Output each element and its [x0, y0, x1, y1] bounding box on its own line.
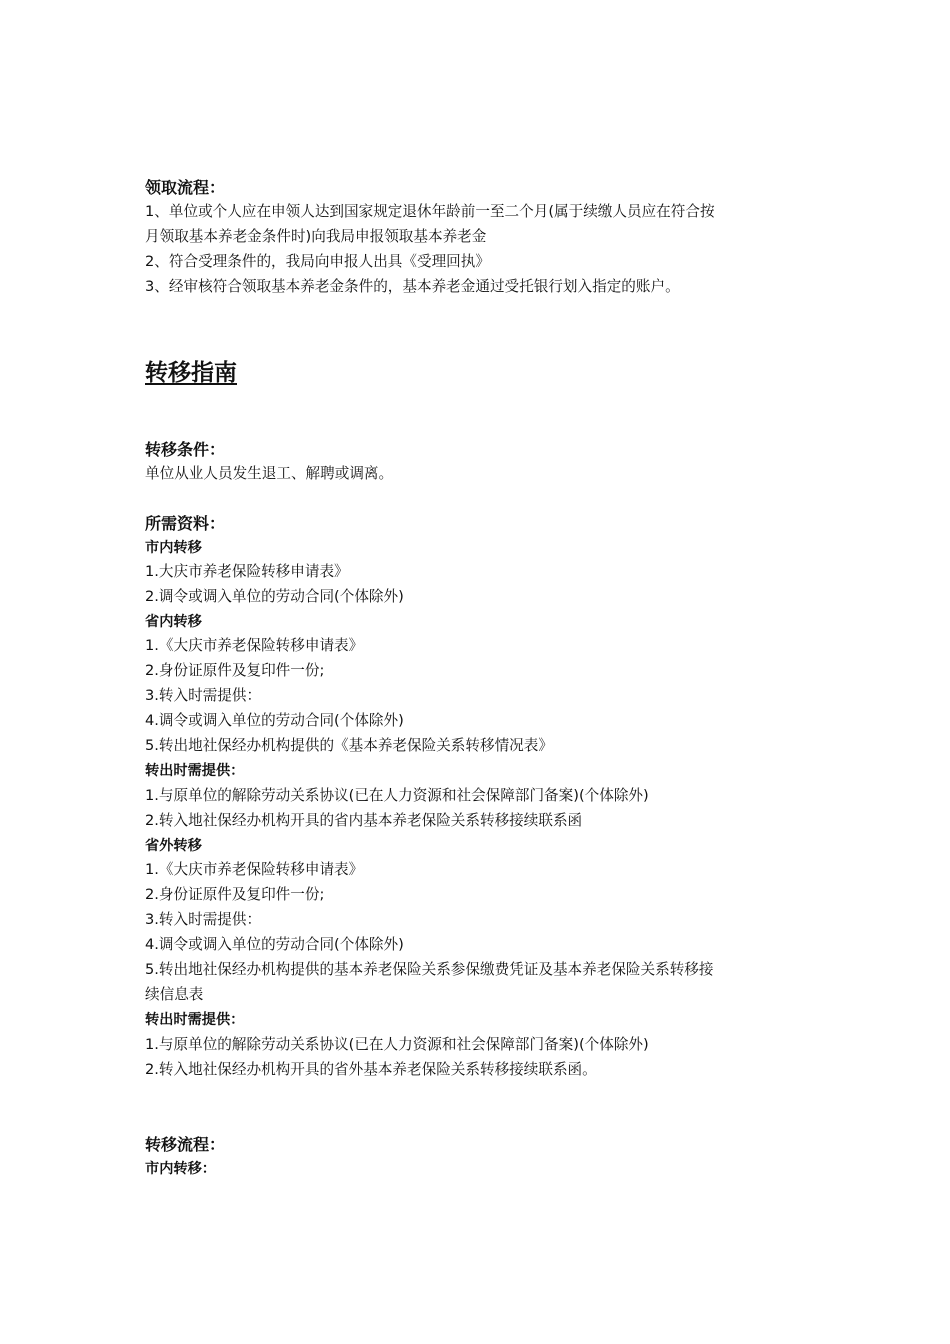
out-province-out-item-2: 2.转入地社保经办机构开具的省外基本养老保险关系转移接续联系函。 [145, 1061, 597, 1078]
transfer-process-city-label: 市内转移： [145, 1161, 216, 1177]
out-province-item-5: 5.转出地社保经办机构提供的基本养老保险关系参保缴费凭证及基本养老保险关系转移接 [145, 961, 714, 978]
out-of-province-transfer-label: 省外转移 [145, 838, 202, 854]
province-out-item-1: 1.与原单位的解除劳动关系协议(已在人力资源和社会保障部门备案)(个体除外) [145, 787, 649, 804]
province-item-2: 2.身份证原件及复印件一份; [145, 662, 325, 679]
out-province-out-item-1: 1.与原单位的解除劳动关系协议(已在人力资源和社会保障部门备案)(个体除外) [145, 1036, 649, 1053]
receive-process-heading: 领取流程： [145, 178, 226, 197]
receive-step-3: 3、经审核符合领取基本养老金条件的，基本养老金通过受托银行划入指定的账户。 [145, 278, 680, 295]
materials-heading: 所需资料： [145, 514, 226, 533]
out-province-item-4: 4.调令或调入单位的劳动合同(个体除外) [145, 936, 404, 953]
province-item-4: 4.调令或调入单位的劳动合同(个体除外) [145, 712, 404, 729]
receive-step-2: 2、符合受理条件的，我局向申报人出具《受理回执》 [145, 253, 490, 270]
transfer-guide-title: 转移指南 [145, 360, 237, 386]
province-item-3: 3.转入时需提供： [145, 687, 262, 704]
transfer-conditions-text: 单位从业人员发生退工、解聘或调离。 [145, 465, 394, 482]
out-province-item-2: 2.身份证原件及复印件一份; [145, 886, 325, 903]
transfer-process-heading: 转移流程： [145, 1135, 226, 1154]
province-item-5: 5.转出地社保经办机构提供的《基本养老保险关系转移情况表》 [145, 737, 553, 754]
transfer-conditions-heading: 转移条件： [145, 440, 226, 459]
out-province-out-label: 转出时需提供： [145, 1012, 245, 1028]
out-province-item-1: 1.《大庆市养老保险转移申请表》 [145, 861, 364, 878]
receive-step-1: 1、单位或个人应在申领人达到国家规定退休年龄前一至二个月(属于续缴人员应在符合按 [145, 203, 715, 220]
out-province-item-3: 3.转入时需提供： [145, 911, 262, 928]
city-item-2: 2.调令或调入单位的劳动合同(个体除外) [145, 588, 404, 605]
province-out-item-2: 2.转入地社保经办机构开具的省内基本养老保险关系转移接续联系函 [145, 812, 583, 829]
city-transfer-label: 市内转移 [145, 540, 202, 556]
receive-step-1-cont: 月领取基本养老金条件时)向我局申报领取基本养老金 [145, 228, 487, 245]
province-item-1: 1.《大庆市养老保险转移申请表》 [145, 637, 364, 654]
province-out-label: 转出时需提供： [145, 763, 245, 779]
city-item-1: 1.大庆市养老保险转移申请表》 [145, 563, 349, 580]
province-transfer-label: 省内转移 [145, 614, 202, 630]
out-province-item-5-cont: 续信息表 [145, 986, 204, 1003]
